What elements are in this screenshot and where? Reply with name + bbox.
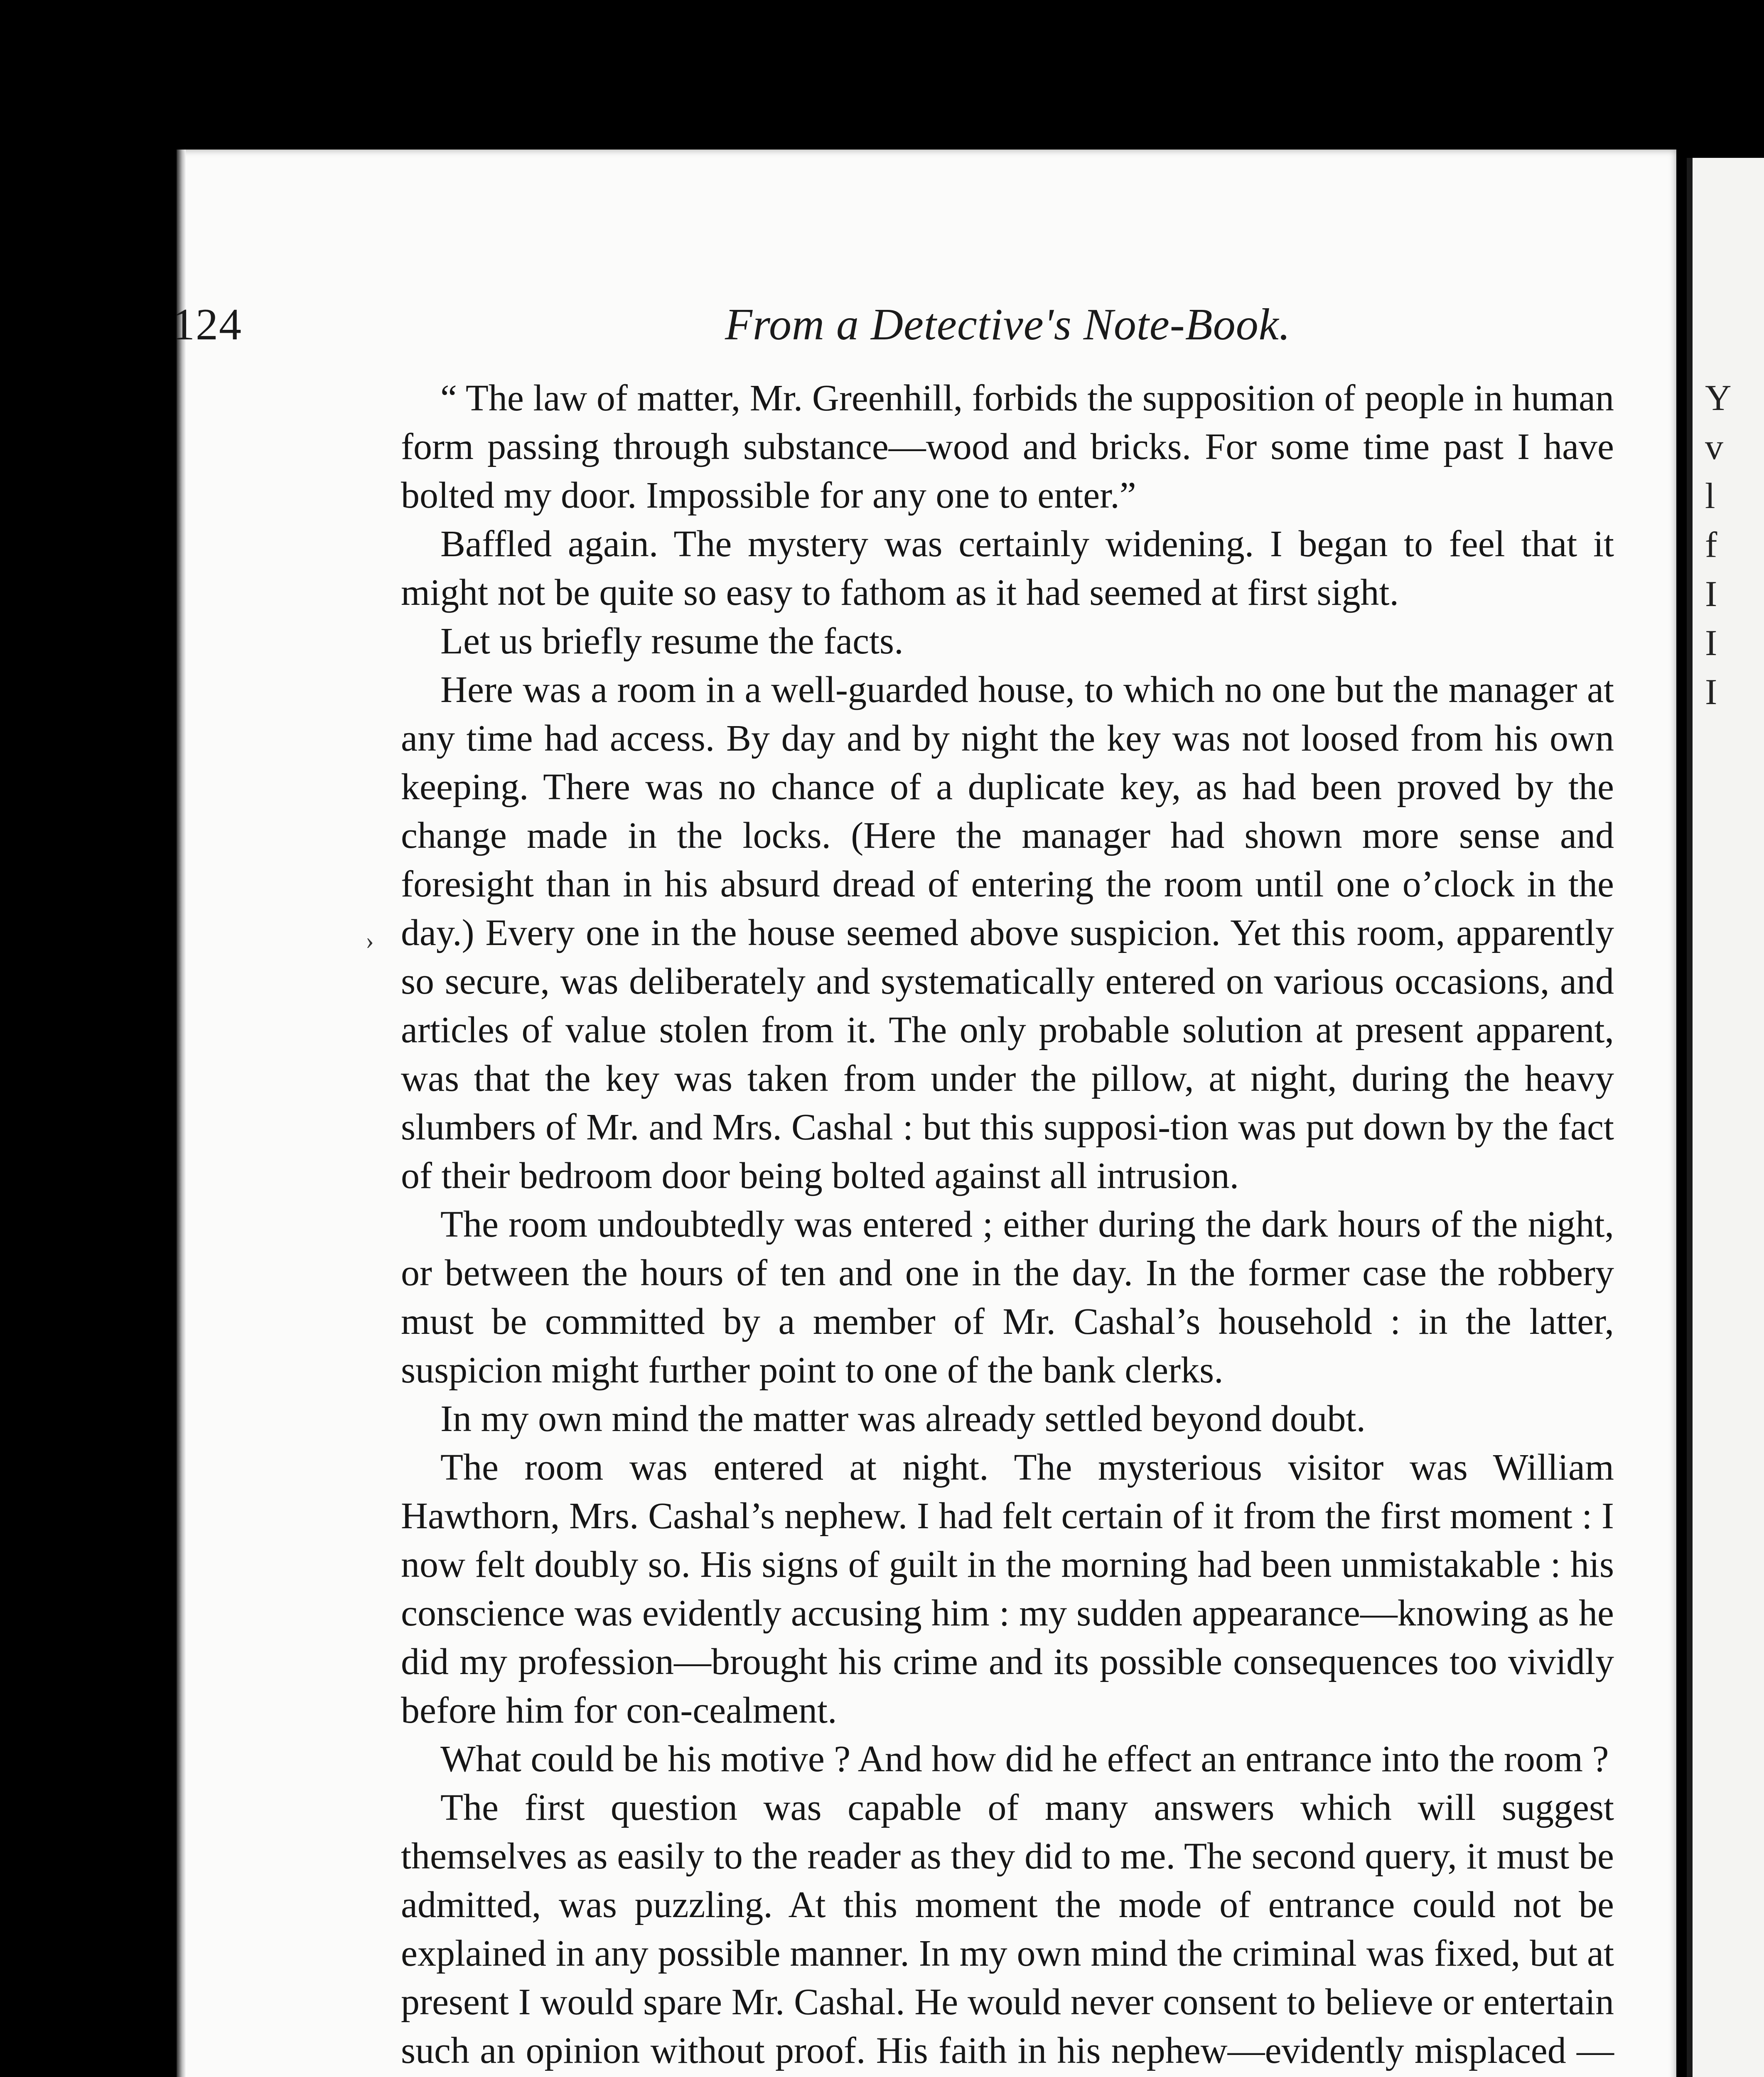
paragraph: “ The law of matter, Mr. Greenhill, forbids the supposition of people in human form passing through substance—wood and bricks. For some time past I have bolted my door. Impossible for any one to enter.” [401, 378, 1614, 516]
adjacent-page-letter: l [1705, 476, 1715, 516]
running-title: From a Detective's Note-Book. [725, 300, 1291, 349]
adjacent-page-letter: f [1705, 525, 1717, 565]
page-number: 124 [172, 300, 242, 349]
paragraph: The room was entered at night. The mysterious visitor was William Hawthorn, Mrs. Cashal’s nephew. I had felt certain of it from the first moment : I now felt doubly so. His signs of guilt in the morning had been unmistakable : his conscience was evidently accusing him : my sudden appearance—knowing as he did my profession—brought his crime and its possible consequences too vividly before him for con-cealment. [401, 1447, 1614, 1731]
adjacent-page-letter: v [1705, 427, 1723, 467]
adjacent-page-letter: I [1705, 672, 1717, 712]
margin-tick-mark: › [366, 927, 374, 954]
paragraph: Baffled again. The mystery was certainly widening. I began to feel that it might not be quite so easy to fathom as it had seemed at first sight. [401, 523, 1614, 613]
adjacent-page-letter: Y [1705, 378, 1732, 418]
paragraph: Here was a room in a well-guarded house, to which no one but the manager at any time had access. By day and by night the key was not loosed from his own keeping. There was no chance of a duplicate key, as had been proved by the change made in the locks. (Here the manager had shown more sense and foresight than in his absurd dread of entering the room until one o’clock in the day.) Every one in the house seemed above suspicion. Yet this room, apparently so secure, was deliberately and systematically entered on various occasions, and articles of value stolen from it. The only probable solution at present apparent, was that the key was taken from under the pillow, at night, during the heavy slumbers of Mr. and Mrs. Cashal : but this supposi-tion was put down by the fact of their bedroom door being bolted against all intrusion. [401, 669, 1614, 1196]
body-text [401, 374, 1614, 2077]
adjacent-page-letter: I [1705, 574, 1717, 614]
page-gutter [177, 150, 186, 2077]
paragraph: What could be his motive ? And how did he effect an entrance into the room ? [440, 1738, 1609, 1780]
paragraph: Let us briefly resume the facts. [440, 621, 904, 662]
adjacent-page-edge [1687, 158, 1693, 2077]
paragraph: In my own mind the matter was already settled beyond doubt. [440, 1398, 1366, 1439]
adjacent-page-text [1705, 374, 1759, 717]
adjacent-page [1687, 158, 1764, 2077]
paragraph: The room undoubtedly was entered ; either during the dark hours of the night, or between the hours of ten and one in the day. In the former case the robbery must be committed by a member of Mr. Cashal’s household : in the latter, suspicion might further point to one of the bank clerks. [401, 1204, 1614, 1391]
paragraph: The first question was capable of many answers which will suggest themselves as easily to the reader as they did to me. The second query, it must be admitted, was puzzling. At this moment the mode of entrance could not be explained in any possible manner. In my own mind the criminal was fixed, but at present I would spare Mr. Cashal. He would never consent to believe or entertain such an opinion without proof. His faith in his nephew—evidently misplaced — [401, 1787, 1614, 2071]
adjacent-page-letter: I [1705, 623, 1717, 663]
